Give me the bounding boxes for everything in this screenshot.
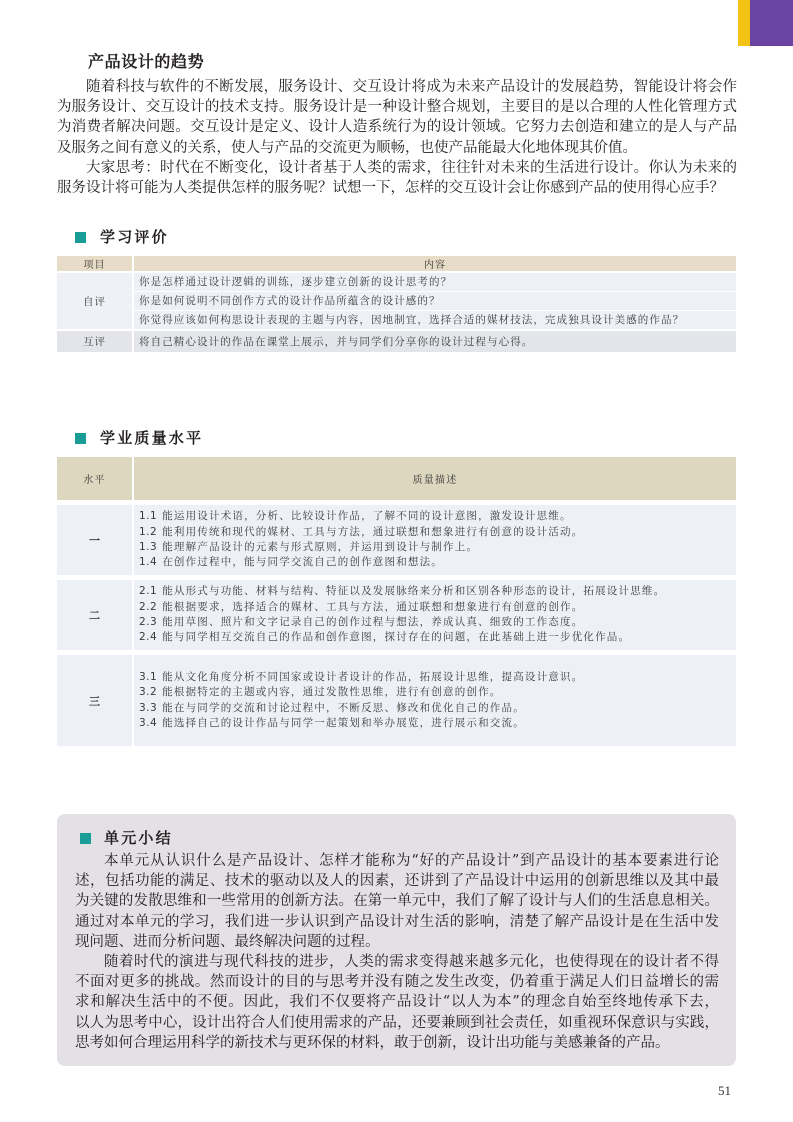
quality-item xyxy=(139,509,736,524)
evaluation-question: 你觉得应该如何构思设计表现的主题与内容，因地制宜，选择合适的媒材技法，完成独具设计美感的作品？ xyxy=(134,311,736,329)
header-description: 质量描述 xyxy=(134,457,736,500)
evaluation-row-self xyxy=(57,273,736,329)
evaluation-table-header xyxy=(57,256,736,271)
quality-item xyxy=(139,670,736,685)
quality-item-text: 能从文化角度分析不同国家或设计者设计的作品，拓展设计思维，提高设计意识。 xyxy=(162,670,584,683)
quality-table xyxy=(57,457,736,746)
quality-item-number: 2.1 xyxy=(139,585,158,598)
quality-item-text: 能用草图、照片和文字记录自己的创作过程与想法，养成认真、细致的工作态度。 xyxy=(162,616,584,628)
summary-paragraph xyxy=(75,851,719,952)
trend-section-title: 产品设计的趋势 xyxy=(88,52,205,71)
quality-level-row xyxy=(57,580,736,650)
quality-item-number: 2.4 xyxy=(139,631,158,644)
trend-paragraph-line: 为消费者解决问题。交互设计是定义、设计人造系统行为的设计领域。它努力去创造和建立的是人与产品 xyxy=(57,119,737,136)
quality-item-number: 2.2 xyxy=(139,600,158,613)
summary-paragraph-line: 思考如何合理运用科学的新技术与更环保的材料，敢于创新，设计出功能与美感兼备的产品。 xyxy=(75,1034,670,1051)
row-label: 互评 xyxy=(57,331,132,352)
summary-title: 单元小结 xyxy=(104,829,173,847)
trend-paragraph-line: 为服务设计、交互设计的技术支持。服务设计是一种设计整合规划，主要目的是以合理的人性化管理方式 xyxy=(57,99,737,116)
quality-item xyxy=(139,615,736,630)
header-item: 项目 xyxy=(57,256,132,271)
evaluation-section-heading xyxy=(75,227,169,247)
summary-paragraph-line: 为关键的发散思维和一些常用的创新方法。在第一单元中，我们了解了设计与人们的生活息息相关。 xyxy=(75,893,719,910)
quality-item-number: 1.4 xyxy=(139,556,158,569)
header-level: 水平 xyxy=(57,457,132,500)
quality-section-title: 学业质量水平 xyxy=(100,429,204,447)
quality-item-number: 3.1 xyxy=(139,670,158,683)
quality-level-label: 三 xyxy=(57,655,132,746)
summary-paragraph-line: 不面对更多的挑战。然而设计的目的与思考并没有随之发生改变，仍着重于满足人们日益增长的需 xyxy=(75,974,719,991)
quality-item-number: 1.2 xyxy=(139,525,158,538)
evaluation-row-peer xyxy=(57,331,736,352)
evaluation-section-title: 学习评价 xyxy=(100,228,169,246)
summary-paragraph-line: 随着时代的演进与现代科技的进步，人类的需求变得越来越多元化，也使得现在的设计者不得 xyxy=(104,954,719,971)
quality-level-label: 二 xyxy=(57,580,132,650)
summary-paragraph-line: 述，包括功能的满足、技术的驱动以及人的因素，还讲到了产品设计中运用的创新思维以及其中最 xyxy=(75,873,719,890)
trend-section-body xyxy=(57,77,737,198)
page-number: 51 xyxy=(718,1083,731,1098)
summary-heading xyxy=(80,828,173,848)
quality-item-text: 能根据要求，选择适合的媒材、工具与方法，通过联想和想象进行有创意的创作。 xyxy=(162,600,584,613)
summary-paragraph-line: 现问题、进而分析问题、最终解决问题的过程。 xyxy=(75,933,380,950)
trend-paragraph-line: 随着科技与软件的不断发展，服务设计、交互设计将成为未来产品设计的发展趋势，智能设计将会作 xyxy=(86,79,737,95)
quality-item xyxy=(139,701,736,716)
evaluation-question: 你是怎样通过设计逻辑的训练，逐步建立创新的设计思考的？ xyxy=(134,273,736,291)
quality-item xyxy=(139,630,736,645)
quality-level-label: 一 xyxy=(57,505,132,575)
quality-item-text: 能理解产品设计的元素与形式原则，并运用到设计与制作上。 xyxy=(162,541,479,553)
quality-item-text: 能选择自己的设计作品与同学一起策划和举办展览，进行展示和交流。 xyxy=(162,716,525,729)
unit-summary-box xyxy=(57,814,736,1066)
evaluation-table xyxy=(57,256,736,352)
summary-paragraph-line: 本单元从认识什么是产品设计、怎样才能称为“好的产品设计”到产品设计的基本要素进行论 xyxy=(104,853,719,869)
quality-section-heading xyxy=(75,428,203,448)
summary-paragraph-line: 通过对本单元的学习，我们进一步认识到产品设计对生活的影响，清楚了解产品设计是在生活中发 xyxy=(75,913,719,930)
summary-paragraph-line: 求和解决生活中的不便。因此，我们不仅要将产品设计“以人为本”的理念自始至终地传承下去， xyxy=(75,994,719,1011)
row-label: 自评 xyxy=(57,273,132,329)
quality-item-number: 1.1 xyxy=(139,510,158,523)
quality-item xyxy=(139,525,736,540)
quality-item xyxy=(139,600,736,615)
quality-item-text: 能根据特定的主题或内容，通过发散性思维，进行有创意的创作。 xyxy=(162,686,502,699)
quality-item xyxy=(139,555,736,570)
quality-level-descriptions xyxy=(134,505,736,575)
trend-question-paragraph xyxy=(57,158,737,198)
quality-item-number: 1.3 xyxy=(139,541,158,553)
quality-level-row xyxy=(57,505,736,575)
quality-item xyxy=(139,584,736,599)
quality-level-descriptions xyxy=(134,655,736,746)
quality-item-text: 能与同学相互交流自己的作品和创作意图，探讨存在的问题，在此基础上进一步优化作品。 xyxy=(162,631,631,644)
quality-item-number: 3.3 xyxy=(139,701,158,714)
quality-level-row xyxy=(57,655,736,746)
corner-tab-yellow xyxy=(738,0,750,46)
quality-item-number: 3.2 xyxy=(139,686,158,699)
summary-paragraph xyxy=(75,952,719,1053)
quality-item-text: 能从形式与功能、材料与结构、特征以及发展脉络来分析和区别各种形态的设计，拓展设计思维。 xyxy=(162,585,666,598)
quality-item-text: 能运用设计术语，分析、比较设计作品，了解不同的设计意图，激发设计思维。 xyxy=(162,510,572,523)
quality-item xyxy=(139,540,736,555)
square-bullet-icon xyxy=(75,433,86,444)
trend-paragraph-line: 及服务之间有意义的关系，使人与产品的交流更为顺畅，也使产品能最大化地体现其价值。 xyxy=(57,139,637,156)
square-bullet-icon xyxy=(80,833,91,844)
square-bullet-icon xyxy=(75,232,86,243)
quality-item xyxy=(139,685,736,700)
header-content: 内容 xyxy=(134,256,736,271)
quality-item-text: 在创作过程中，能与同学交流自己的创作意图和想法。 xyxy=(162,556,444,569)
evaluation-question: 你是如何说明不同创作方式的设计作品所蕴含的设计感的？ xyxy=(134,292,736,310)
quality-item-number: 2.3 xyxy=(139,616,158,628)
row-questions xyxy=(134,273,736,329)
summary-paragraph-line: 以人为思考中心，设计出符合人们使用需求的产品，还要兼顾到社会责任，如重视环保意识与实践， xyxy=(75,1014,719,1031)
quality-level-descriptions xyxy=(134,580,736,650)
quality-item-text: 能在与同学的交流和讨论过程中，不断反思、修改和优化自己的作品。 xyxy=(162,701,525,714)
corner-tab-purple xyxy=(750,0,793,46)
quality-item-number: 3.4 xyxy=(139,716,158,729)
evaluation-task: 将自己精心设计的作品在课堂上展示，并与同学们分享你的设计过程与心得。 xyxy=(134,331,736,352)
quality-item xyxy=(139,716,736,731)
trend-paragraph-line: 服务设计将可能为人类提供怎样的服务呢？试想一下，怎样的交互设计会让你感到产品的使用得心应手？ xyxy=(57,180,724,197)
trend-paragraph-line: 大家思考：时代在不断变化，设计者基于人类的需求，往往针对未来的生活进行设计。你认为未来的 xyxy=(86,159,737,176)
trend-paragraph xyxy=(57,77,737,158)
quality-table-header xyxy=(57,457,736,500)
summary-body xyxy=(75,851,719,1053)
quality-item-text: 能利用传统和现代的媒材、工具与方法，通过联想和想象进行有创意的设计活动。 xyxy=(162,525,584,538)
